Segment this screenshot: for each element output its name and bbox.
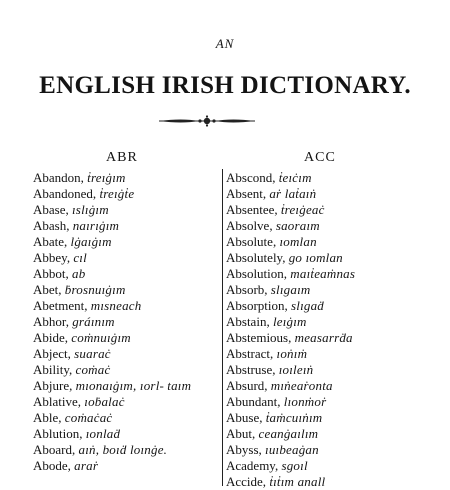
irish-translation: cıl [73,250,87,265]
dictionary-entry [33,458,218,474]
headword: Absurd, [226,378,268,393]
headword: Abstemious, [226,330,292,345]
dictionary-entry [33,442,218,458]
irish-translation: slıgaım [270,282,311,297]
left-entry-list [33,170,218,474]
headword: Abbey, [33,250,71,265]
irish-translation: ceanġaılım [258,426,319,441]
headword: Absolute, [226,234,277,249]
irish-translation: ḃrosnuıġım [64,282,126,297]
dictionary-entry [226,202,441,218]
irish-translation: suaraċ [74,346,111,361]
headword: Ability, [33,362,73,377]
headword: Abscond, [226,170,276,185]
dictionary-entry [33,202,218,218]
irish-translation: go ıomlan [288,250,343,265]
dictionary-entry [33,218,218,234]
headword: Abbot, [33,266,69,281]
headword: Ablative, [33,394,82,409]
headword: Abjure, [33,378,73,393]
headword: Absolutely, [226,250,286,265]
page-title: ENGLISH IRISH DICTIONARY. [39,72,411,99]
dictionary-entry [226,250,441,266]
headword: Abuse, [226,410,263,425]
dictionary-entry [33,250,218,266]
irish-translation: ıoḃalaċ [84,394,125,409]
dictionary-entry [33,186,218,202]
irish-translation: slıgaḋ [291,298,324,313]
headword: Academy, [226,458,279,473]
dictionary-entry [33,362,218,378]
irish-translation: ṫıṫım anall [269,474,326,489]
irish-translation: ṫeıċım [278,170,312,185]
irish-translation-continuation: taım [167,378,192,393]
headword: Absent, [226,186,267,201]
headword: Abetment, [33,298,88,313]
dictionary-entry [226,378,441,394]
dictionary-entry [33,346,218,362]
irish-translation: ıoıleıṅ [278,362,314,377]
dictionary-entry [226,314,441,330]
headword: Absolution, [226,266,288,281]
dictionary-entry [33,266,218,282]
dictionary-entry [226,458,441,474]
irish-translation: ıoṅıṁ [276,346,308,361]
headword: Abstract, [226,346,274,361]
irish-translation: ṫaṁcuıṅım [265,410,323,425]
dictionary-entry [33,170,218,186]
headword: Abstruse, [226,362,276,377]
irish-translation: ṫreıġṫe [99,186,135,201]
headword: Abstain, [226,314,270,329]
dictionary-entry [33,330,218,346]
headword: Abet, [33,282,62,297]
irish-translation: lġaıġım [70,234,112,249]
dictionary-entry [226,234,441,250]
irish-translation: coṁaċaċ [64,410,113,425]
dictionary-entry [226,266,441,282]
irish-translation: ıslıġım [72,202,109,217]
ornamental-rule-icon [157,114,257,128]
column-heading-left: ABR [106,150,138,165]
irish-translation: ıuıbeaġan [265,442,319,457]
headword: Accide, [226,474,267,489]
irish-translation: mısneach [90,298,142,313]
irish-translation: saoraım [275,218,320,233]
headword: Ablution, [33,426,83,441]
dictionary-entry [33,234,218,250]
irish-translation: ṫreıġeaċ [280,202,325,217]
headword: Abase, [33,202,69,217]
irish-translation: leıġım [272,314,307,329]
page-pre-title: AN [215,36,235,51]
headword: Absorb, [226,282,268,297]
irish-translation: maıṫeaṁnas [290,266,356,281]
irish-translation: gráınım [72,314,115,329]
column-divider [222,169,223,486]
irish-translation: ṫreıġım [87,170,126,185]
dictionary-entry [226,298,441,314]
dictionary-entry [226,394,441,410]
irish-translation: mıonaıġım, ıorl- [75,378,165,393]
headword: Abundant, [226,394,281,409]
dictionary-entry [226,362,441,378]
irish-translation: ıonlaḋ [85,426,121,441]
column-heading-right: ACC [304,150,336,165]
headword: Absorption, [226,298,288,313]
dictionary-entry [226,346,441,362]
irish-translation: sgoıl [281,458,308,473]
headword: Abode, [33,458,71,473]
irish-translation: aṙ laṫaıṅ [269,186,317,201]
dictionary-entry [226,426,441,442]
dictionary-entry [226,170,441,186]
dictionary-entry [33,394,218,410]
irish-translation: aıṅ, boıḋ loınġe. [78,442,168,457]
dictionary-entry [33,314,218,330]
irish-translation: coṁaċ [75,362,111,377]
dictionary-entry [33,298,218,314]
headword: Abash, [33,218,70,233]
headword: Abyss, [226,442,262,457]
dictionary-entry [33,282,218,298]
irish-translation: measarrḋa [294,330,353,345]
irish-translation: naırıġım [72,218,120,233]
headword: Absentee, [226,202,278,217]
dictionary-entry [33,426,218,442]
irish-translation: araṙ [74,458,99,473]
dictionary-entry [226,218,441,234]
headword: Aboard, [33,442,76,457]
irish-translation: ıomlan [279,234,317,249]
dictionary-entry [226,474,441,490]
irish-translation: coṁnuıġım [71,330,131,345]
dictionary-entry [226,330,441,346]
headword: Abandon, [33,170,84,185]
headword: Abide, [33,330,69,345]
right-entry-list [226,170,441,490]
headword: Abhor, [33,314,69,329]
headword: Abject, [33,346,71,361]
irish-translation: lıonṁoṙ [283,394,327,409]
dictionary-entry [226,282,441,298]
headword: Able, [33,410,62,425]
dictionary-entry [33,378,218,394]
headword: Abut, [226,426,256,441]
headword: Abandoned, [33,186,97,201]
dictionary-entry [33,410,218,426]
dictionary-entry [226,442,441,458]
headword: Absolve, [226,218,273,233]
headword: Abate, [33,234,68,249]
irish-translation: ab [72,266,86,281]
dictionary-entry [226,186,441,202]
dictionary-entry [226,410,441,426]
irish-translation: mıṅeaṙonta [270,378,333,393]
